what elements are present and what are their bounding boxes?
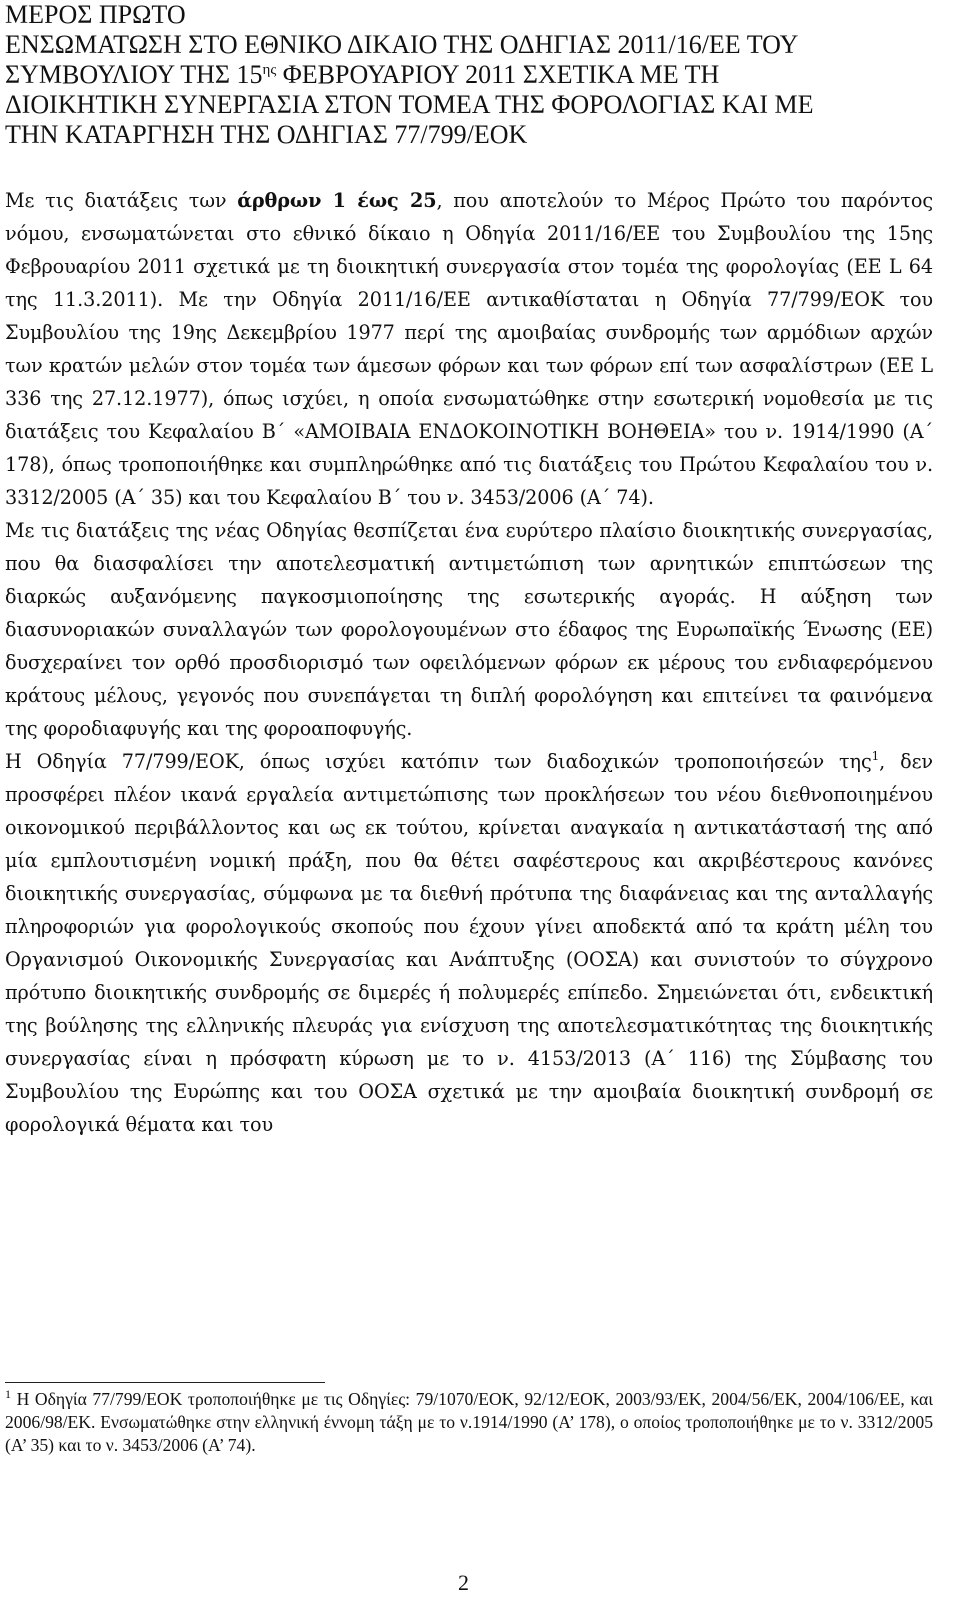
heading-ordinal-suffix: ης (262, 62, 277, 78)
paragraph-1-body: , που αποτελούν το Μέρος Πρώτο του παρόντος νόμου, ενσωματώνεται στο εθνικό δίκαιο η Οδηγία 2011/16/ΕΕ του Συμβουλίου της 15ης Φεβρουαρίου 2011 σχετικά με τη διοικητική συνεργασία στον τομέα της φορολογίας (ΕΕ L 64 της 11.3.2011). Με την Οδηγία 2011/16/ΕΕ αντικαθίσταται η Οδηγία 77/799/ΕΟΚ του Συμβουλίου της 19ης Δεκεμβρίου 1977 περί της αμοιβαίας συνδρομής των αρμόδιων αρχών των κρατών μελών στον τομέα των άμεσων φόρων και των φόρων επί των ασφαλίστρων (ΕΕ L 336 της 27.12.1977), όπως ισχύει, η οποία ενσωματώθηκε στην εσωτερική νομοθεσία με τις διατάξεις του Κεφαλαίου Β΄ «ΑΜΟΙΒΑΙΑ ΕΝΔΟΚΟΙΝΟΤΙΚΗ ΒΟΗΘΕΙΑ» του ν. 1914/1990 (Α΄ 178), όπως τροποποιήθηκε και συμπληρώθηκε από τις διατάξεις του Πρώτου Κεφαλαίου του ν. 3312/2005 (Α΄ 35) και του Κεφαλαίου Β΄ του ν. 3453/2006 (Α΄ 74). (5, 189, 933, 509)
heading-line-4: ΔΙΟΙΚΗΤΙΚΗ ΣΥΝΕΡΓΑΣΙΑ ΣΤΟΝ ΤΟΜΕΑ ΤΗΣ ΦΟΡΟΛΟΓΙΑΣ ΚΑΙ ΜΕ (5, 90, 814, 119)
footnote-text: Η Οδηγία 77/799/ΕΟΚ τροποποιήθηκε με τις Οδηγίες: 79/1070/ΕΟΚ, 92/12/ΕΟΚ, 2003/93/ΕΚ, 2004/56/ΕΚ, 2004/106/ΕΕ, και 2006/98/ΕΚ. Ενσωματώθηκε στην ελληνική έννομη τάξη με το ν.1914/1990 (Α’ 178), ο οποίος τροποποιήθηκε με το ν. 3312/2005 (Α’ 35) και το ν. 3453/2006 (Α’ 74). (5, 1389, 933, 1455)
document-page (5, 0, 933, 1141)
articles-reference: άρθρων 1 έως 25 (237, 189, 437, 212)
paragraph-3 (5, 745, 933, 1141)
heading-line-3-a: ΣΥΜΒΟΥΛΙΟΥ ΤΗΣ 15 (5, 60, 263, 89)
section-heading (5, 0, 933, 150)
page-number: 2 (458, 1570, 469, 1595)
paragraph-1 (5, 184, 933, 514)
footnote-divider (5, 1382, 325, 1383)
paragraph-3-body: , δεν προσφέρει πλέον ικανά εργαλεία αντιμετώπισης των προκλήσεων του νέου διεθνοποιημένου οικονομικού περιβάλλοντος και ως εκ τούτου, κρίνεται αναγκαία η αντικατάστασή της από μία εμπλουτισμένη νομική πράξη, που θα θέτει σαφέστερους και ακριβέστερους κανόνες διοικητικής συνεργασίας, σύμφωνα με τα διεθνή πρότυπα της διαφάνειας και της ανταλλαγής πληροφοριών για φορολογικούς σκοπούς που έχουν γίνει αποδεκτά από τα κράτη μέλη του Οργανισμού Οικονομικής Συνεργασίας και Ανάπτυξης (ΟΟΣΑ) και συνιστούν το σύγχρονο πρότυπο διοικητικής συνδρομής σε διμερές ή πολυμερές επίπεδο. Σημειώνεται ότι, ενδεικτική της βούλησης της ελληνικής πλευράς για ενίσχυση της αποτελεσματικότητας της διοικητικής συνεργασίας είναι η πρόσφατη κύρωση με το ν. 4153/2013 (Α΄ 116) της Σύμβασης του Συμβουλίου της Ευρώπης και του ΟΟΣΑ σχετικά με την αμοιβαία διοικητική συνδρομή σε φορολογικά θέματα και του (5, 750, 934, 1136)
heading-line-3 (5, 60, 933, 90)
heading-part-title: ΜΕΡΟΣ ΠΡΩΤΟ (5, 0, 186, 29)
heading-line-3-b: ΦΕΒΡΟΥΑΡΙΟΥ 2011 ΣΧΕΤΙΚΑ ΜΕ ΤΗ (276, 60, 720, 89)
heading-line-5: ΤΗΝ ΚΑΤΑΡΓΗΣΗ ΤΗΣ ΟΔΗΓΙΑΣ 77/799/ΕΟΚ (5, 120, 528, 149)
paragraph-3-intro: Η Οδηγία 77/799/ΕΟΚ, όπως ισχύει κατόπιν των διαδοχικών τροποποιήσεών της (5, 750, 872, 773)
footnote-marker: 1 (5, 1387, 11, 1401)
paragraph-2: Με τις διατάξεις της νέας Οδηγίας θεσπίζεται ένα ευρύτερο πλαίσιο διοικητικής συνεργασίας, που θα διασφαλίσει την αποτελεσματική αντιμετώπιση των αρνητικών επιπτώσεων της διαρκώς αυξανόμενης παγκοσμιοποίησης της εσωτερικής αγοράς. Η αύξηση των διασυνοριακών συναλλαγών των φορολογουμένων στο έδαφος της Ευρωπαϊκής Ένωσης (ΕΕ) δυσχεραίνει τον ορθό προσδιορισμό των οφειλόμενων φόρων εκ μέρους του ενδιαφερόμενου κράτους μέλους, γεγονός που συνεπάγεται τη διπλή φορολόγηση και επιτείνει τα φαινόμενα της φοροδιαφυγής και της φοροαποφυγής. (5, 519, 933, 740)
footnote-reference[interactable]: 1 (871, 749, 880, 763)
heading-line-2: ΕΝΣΩΜΑΤΩΣΗ ΣΤΟ ΕΘΝΙΚΟ ΔΙΚΑΙΟ ΤΗΣ ΟΔΗΓΙΑΣ 2011/16/ΕΕ ΤΟΥ (5, 30, 799, 59)
footnote (5, 1388, 933, 1457)
paragraph-1-intro: Με τις διατάξεις των (5, 189, 238, 212)
